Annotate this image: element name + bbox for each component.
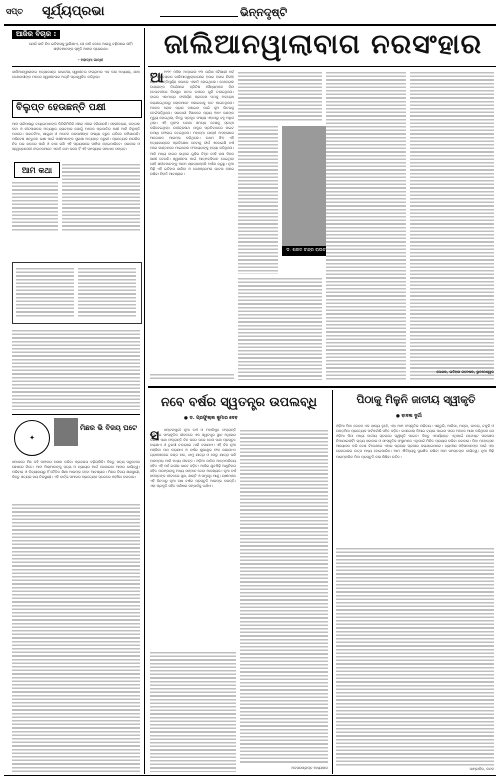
mirror-body-continued	[12, 502, 140, 772]
new-year-col2	[240, 428, 328, 764]
mirror-avatar	[54, 418, 78, 446]
recognition-footer: ସାମ୍ବାଦିକ, କଟକ	[469, 767, 494, 771]
new-year-byline: ● ଡ. ପ୍ରଫୁଲ୍ଲ କୁମାର ଦେବ	[184, 416, 238, 421]
left-list-left	[16, 266, 74, 318]
main-headline: ଜାଲିଆନୱାଲାବାଗ ନରସଂହାର	[163, 29, 483, 60]
new-year-headline: ନବେ ବର୍ଷର ସ୍ୱତନ୍ତ୍ର ଉପଲବ୍ଧି	[161, 394, 317, 409]
rule	[148, 66, 496, 67]
column-rule	[144, 28, 145, 774]
recognition-body-cont	[336, 546, 494, 766]
birds-body: ଆମ ଚାରିପାଖରୁ ଚଢ଼େଇମାନଙ୍କ କିଚିରିମିଚିରି ଧୀରେ ଧୀରେ ହଜିଯାଉଛି। ସହରୀକରଣ, ଜଙ୍ଗଲ କଟା ଓ କୀଟନାଶକର ଅତ୍ୟଧିକ ବ୍ୟବହାର ଯୋଗୁଁ ଅନେକ ପ୍ରଜାତିର ପକ୍ଷୀ ଆଜି ବିଲୁପ୍ତି ପଥରେ। ଘରଚଟିଆ, ଶାଗୁଣା ଓ ଅନେକ ଜଳପକ୍ଷୀଙ୍କ ସଂଖ୍ୟା ଦ୍ରୁତ ଗତିରେ କମିଯାଉଛି। ପରିବେଶ ସନ୍ତୁଳନ ରକ୍ଷା ପାଇଁ ପକ୍ଷୀମାନଙ୍କ ସୁରକ୍ଷା ଅତ୍ୟନ୍ତ ଜରୁରୀ। ପ୍ରତ୍ୟେକ ନାଗରିକ ନିଜ ଘର ଛାତରେ ପାଣି ଓ ଦାନା ରଖି ଏହି ପ୍ରୟାସରେ ସାମିଲ ହୋଇପାରିବେ। ସରକାର ଓ ସ୍ୱେଚ୍ଛାସେବୀ ସଂଗଠନମାନେ ଏକାଠି କାମ କଲେ ହିଁ ଏହି ସମସ୍ୟାର ସମାଧାନ ସମ୍ଭବ।	[12, 122, 140, 152]
birds-inset-label: ଆମ କଥା	[14, 162, 60, 178]
today-thought-quote: ଯେଉଁ ଜାତି ନିଜ ଇତିହାସକୁ ଭୁଲିଯାଏ, ସେ ଜାତି କେବେ ଆଗକୁ ବଢ଼ିପାରେ ନାହିଁ। ଶହୀଦମାନଙ୍କ ସ୍ମୃତି ଆମର ପ୍ରେରଣା।	[29, 42, 133, 52]
main-dropcap: ଆ	[150, 70, 164, 86]
section-name: ଭିନ୍ନଦୃଷ୍ଟି	[240, 6, 288, 19]
main-body-col2-top	[238, 70, 322, 122]
new-year-body: ସମ୍ବଲପୁରୀ ନୂଆ ବର୍ଷ ଓ ମହାବିଷୁବ ସଂକ୍ରାନ୍ତି ଓଡ଼ିଶାର ସାଂସ୍କୃତିକ ଜୀବନରେ ଏକ ସ୍ୱତନ୍ତ୍ର ସ୍ଥାନ ଅଧିକାର କରିଛି। ପଣା ସଂକ୍ରାନ୍ତି ଦିନ ଘରେ ଘରେ ବେଲ ପଣା ପ୍ରସ୍ତୁତ କରାଯାଏ ଓ ତୁଳସୀ ଚଉରାରେ ଥାଳି ବସାଯାଏ। ଏହି ଦିନ ନୂଆ ପଞ୍ଜିକା ପାଠ କରାଯାଏ ଓ ବର୍ଷର ଶୁଭାଶୁଭ ଫଳ ଜଣାଯାଏ। ଗ୍ରାମାଞ୍ଚଳରେ ଦଣ୍ଡ ନାଚ, ଝାମୁ ଯାତ୍ରା ଓ ମେରୁ ଯାତ୍ରା ଭଳି ପରମ୍ପରା ଆଜି ମଧ୍ୟ ଜୀବନ୍ତ। ଓଡ଼ିଆ ଜାତିର ଆତ୍ମପରିଚୟ ସହିତ ଏହି ପର୍ବ ଗଭୀର ଭାବେ ଜଡ଼ିତ। ଆଜିର ଯୁବପିଢ଼ି ଆଧୁନିକତା ସହିତ ପରମ୍ପରାକୁ ମଧ୍ୟ ସମ୍ମାନ ଦେବା ଆବଶ୍ୟକ। ନୂଆ ବର୍ଷ ସମସ୍ତଙ୍କ ଜୀବନରେ ସୁଖ, ଶାନ୍ତି ଓ ସମୃଦ୍ଧି ଆଣୁ। ଚାଷୀମାନେ ଏହି ଦିନଠାରୁ ନୂଆ ଚାଷ ବର୍ଷର ପ୍ରସ୍ତୁତି ଆରମ୍ଭ କରନ୍ତି। ଏହା ପ୍ରକୃତି ସହିତ ମଣିଷର ସମ୍ପର୍କକୁ ଦର୍ଶାଏ।	[150, 428, 236, 489]
left-intro: ଜାଲିଆନୱାଲାବାଗ ହତ୍ୟାକାଣ୍ଡ ଭାରତୀୟ ସ୍ୱାଧୀନତା ସଂଗ୍ରାମର ଏକ କଳା ଅଧ୍ୟାୟ, ଯାହା ଦେଶବାସୀଙ୍କ ମନରେ ସ୍ୱାଧୀନତାର ଅଗ୍ନି ପ୍ରଜ୍ୱଳିତ କରିଥିଲା।	[12, 70, 140, 80]
rule	[12, 66, 140, 67]
recognition-headline: ପିଠାକୁ ମିଳୁନି ଜାତୀୟ ସ୍ୱୀକୃତି	[356, 394, 476, 406]
main-signoff: ଲେଖକ, ଇତିହାସ ଗବେଷକ, ଭୁବନେଶ୍ୱର	[436, 370, 494, 374]
masthead-rule	[4, 24, 496, 26]
column-rule	[332, 390, 333, 774]
left-list-right	[78, 266, 136, 318]
today-thought-label: ଆଜିର ବିଚାର :	[12, 30, 60, 39]
author-photo	[282, 126, 330, 246]
mirror-body: ସମାଜରେ ମିଛ କହି ସଫଳତା ହାସଲ କରିବା ପ୍ରବଣତା ବଢ଼ିଚାଲିଛି। କିନ୍ତୁ ସତ୍ୟ ସବୁବେଳେ ଶେଷରେ ଜିତେ। ଆମ ପିଲାମାନଙ୍କୁ ସତ୍ୟ ଓ ନ୍ୟାୟର ମାର୍ଗ ଦେଖାଇବା ଆମର ଦାୟିତ୍ୱ। ପରିବାର ଓ ବିଦ୍ୟାଳୟରୁ ହିଁ ନୈତିକ ଶିକ୍ଷା ଆରମ୍ଭ ହେବା ଆବଶ୍ୟକ। ମିଛର ବିଜୟ କ୍ଷଣସ୍ଥାୟୀ, କିନ୍ତୁ ସତ୍ୟର ଜୟ ଚିରସ୍ଥାୟୀ। ଏହି ବାର୍ତ୍ତା ସମାଜର ପ୍ରତ୍ୟେକ ସ୍ତରରେ ପହଞ୍ଚିବା ଦରକାର।	[12, 460, 140, 480]
paper-name: ସୂର୍ଯ୍ୟପ୍ରଭା	[42, 4, 105, 19]
mirror-tag: ମିଛର ଭି ବିଜୟ ଘଟେ	[80, 424, 137, 432]
main-body-col2-left	[238, 124, 278, 274]
new-year-col1-cont	[150, 650, 236, 772]
recognition-body: ଓଡ଼ିଆ ପିଠା କେବଳ ଏକ ଖାଦ୍ୟ ନୁହେଁ, ଏହା ଆମ ସଂସ୍କୃତିର ପରିଚୟ। ଏଣ୍ଡୁରି, ଆରିସା, ମଣ୍ଡା, କାକରା, ଚକୁଳି ଓ ପୋଡ଼ପିଠା ପ୍ରତ୍ୟେକ ପର୍ବପର୍ବାଣି ସହିତ ଜଡ଼ିତ। ରସଗୋଲା ଜିଆଇ ଟ୍ୟାଗ ପାଇବା ପରେ ଅନେକ ଆଶା କରିଥିଲେ ଯେ ଓଡ଼ିଆ ପିଠା ମଧ୍ୟ ଜାତୀୟ ସ୍ତରରେ ସ୍ୱୀକୃତି ପାଇବ। କିନ୍ତୁ ଏପର୍ଯ୍ୟନ୍ତ ଏଥିପାଇଁ ଯଥେଷ୍ଟ ପଦକ୍ଷେପ ନିଆଯାଇନାହିଁ। ରାଜ୍ୟ ସରକାର ଓ ସାଂସ୍କୃତିକ ସଂସ୍ଥାମାନେ ଏଥିପାଇଁ ମିଳିତ ପ୍ରୟାସ କରିବା ଦରକାର। ପିଠା ମହୋତ୍ସବ ଆୟୋଜନ କରି ଦେଶ ବିଦେଶରେ ଏହାର ପ୍ରଚାର ପ୍ରସାର କରାଯାଇପାରେ। ଗ୍ରାମୀଣ ମହିଳାମାନଙ୍କ ପାଇଁ ଏହା ରୋଜଗାରର ଉତ୍ସ ମଧ୍ୟ ହୋଇପାରିବ। ଆମ ଐତିହ୍ୟକୁ ସୁରକ୍ଷିତ ରଖିବା ଆମ ସମସ୍ତଙ୍କ ଦାୟିତ୍ୱ। ନୂଆ ପିଢ଼ି ପାରମ୍ପରିକ ପିଠା ପ୍ରସ୍ତୁତି କଳା ଶିଖିବା ଉଚିତ।	[336, 424, 494, 459]
birds-column-text	[62, 162, 140, 232]
today-thought-author: - ମହାତ୍ମା ଗାନ୍ଧୀ	[78, 58, 103, 62]
author-caption: ଡ. ଶରତ ଚନ୍ଦ୍ର ରାଉତ	[282, 246, 330, 256]
divider-ornament	[160, 16, 238, 17]
main-body-col2-bottom	[238, 276, 322, 380]
main-body-col3	[326, 70, 406, 380]
birds-text-continued	[12, 180, 58, 232]
main-body-col1-cont	[150, 372, 234, 380]
main-body-col1: ୧୯୧୯ ମସିହା ଅପ୍ରେଲ ୧୩ ତାରିଖ ବୈଶାଖୀ ପର୍ବ ଦିନ ଅମୃତସରର ଜାଲିଆନୱାଲାବାଗରେ ହଜାର ହଜାର ନିରୀହ ଲୋକ ଶାନ୍ତିପୂର୍ଣ୍ଣ ସଭାରେ ଏକାଠି ହୋଇଥିଲେ। ଜେନେରାଲ ଡାୟରଙ୍କ ନିର୍ଦ୍ଦେଶରେ ବ୍ରିଟିଶ ସୈନ୍ୟମାନେ ବିନା ଚେତାବନୀରେ ନିରସ୍ତ୍ର ଜନତା ଉପରେ ଗୁଳି ଚଳାଇଥିଲେ। ବାଗର ଏକମାତ୍ର ସଂକୀର୍ଣ୍ଣ ପ୍ରବେଶ ପଥକୁ ଅବରୋଧ କରାଯାଇଥିବାରୁ ଲୋକମାନେ ପଳାଇବାକୁ ବାଟ ପାଇନଥିଲେ। ଅନେକ ଲୋକ ପ୍ରାଣ ବଞ୍ଚାଇବା ପାଇଁ କୂଅ ଭିତରକୁ ଡେଇଁପଡ଼ିଥିଲେ। ସରକାରୀ ହିସାବରେ ପ୍ରାୟ ୩୭୯ ଜଣଙ୍କ ମୃତ୍ୟୁ ହୋଇଥିଲା, କିନ୍ତୁ ପ୍ରକୃତ ସଂଖ୍ୟା ଏହାଠାରୁ ବହୁ ଅଧିକ ଥିଲା। ଏହି ନୃଶଂସ ଘଟଣା ସମଗ୍ର ଦେଶକୁ ସ୍ତବ୍ଧ କରିଦେଇଥିଲା। ରବୀନ୍ଦ୍ରନାଥ ଠାକୁର ପ୍ରତିବାଦରେ ନାଇଟ ଉପାଧି ଫେରାଇ ଦେଇଥିଲେ। ମହାତ୍ମା ଗାନ୍ଧୀ ଅସହଯୋଗ ଆନ୍ଦୋଳନ ଆରମ୍ଭ କରିଥିଲେ। ଉଧମ ସିଂହ ଏହି ହତ୍ୟାକାଣ୍ଡର ପ୍ରତିଶୋଧ ନେବାକୁ ଦୀର୍ଘ ଏକୋଇଶି ବର୍ଷ ପରେ ଲଣ୍ଡନରେ ମାଇକେଲ ଓ'ଡାୟରଙ୍କୁ ହତ୍ୟା କରିଥିଲେ। ଆଜି ମଧ୍ୟ ବାଗର କାନ୍ଥରେ ଗୁଳିର ଚିହ୍ନ ସେହି କଳା ଦିନର ସାକ୍ଷୀ ଦେଉଛି। ସ୍ୱାଧୀନତା ପାଇଁ ଆତ୍ମବଳିଦାନ ଦେଇଥିବା ସେହି ଶହୀଦମାନଙ୍କୁ ଆମେ ଶ୍ରଦ୍ଧାଞ୍ଜଳି ଅର୍ପଣ କରୁଛୁ। ନୂଆ ପିଢ଼ି ଏହି ଇତିହାସ ଜାଣିବା ଓ ଦେଶପ୍ରେମର ଭାବନା ବଞ୍ଚାଇ ରଖିବା ନିହାତି ଆବଶ୍ୟକ।	[150, 70, 234, 176]
birds-heading: ବିଲୁପ୍ତ ହେଉଛନ୍ତି ପକ୍ଷୀ	[16, 102, 106, 113]
rule	[148, 386, 496, 388]
left-article-text	[12, 328, 140, 410]
main-body-col4	[410, 70, 494, 380]
rule	[12, 414, 140, 415]
recognition-byline: ● ବାଦଲ ଦୁର୍ଗା	[396, 414, 422, 419]
bottom-rule	[4, 775, 496, 776]
page-number: ସପ୍ତ	[6, 7, 23, 16]
mirror-logo: ✦	[14, 420, 50, 456]
new-year-footer: ଅବସରପ୍ରାପ୍ତ ଅଧ୍ୟାପକ	[291, 766, 328, 770]
new-year-dropcap: ସ	[150, 428, 160, 444]
